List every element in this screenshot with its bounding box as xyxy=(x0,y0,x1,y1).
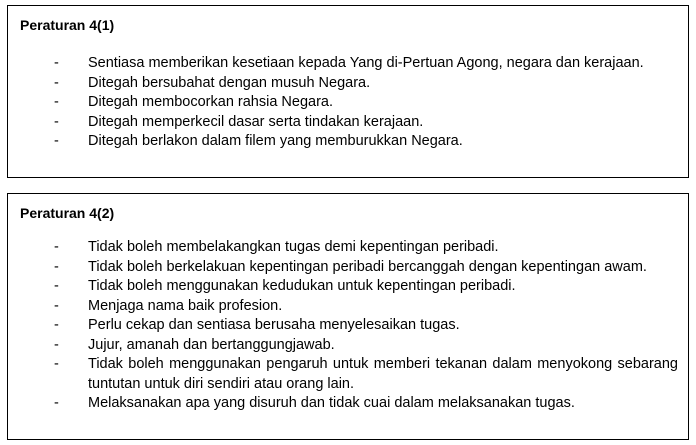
list-item xyxy=(8,394,688,414)
list-item xyxy=(8,297,688,317)
list-item xyxy=(8,277,688,297)
list-item xyxy=(8,113,688,133)
list-item xyxy=(8,74,688,94)
bullet-dash: - xyxy=(54,55,59,71)
bullet-dash: - xyxy=(54,395,59,411)
list-item xyxy=(8,238,688,258)
section-peraturan-4-2 xyxy=(7,193,689,440)
bullet-dash: - xyxy=(54,94,59,110)
list-item-text: Ditegah berlakon dalam filem yang memburukkan Negara. xyxy=(88,133,463,149)
rule-list xyxy=(8,54,688,152)
rule-list xyxy=(8,238,688,414)
bullet-dash: - xyxy=(54,297,59,314)
list-item xyxy=(8,54,688,74)
bullet-dash: - xyxy=(54,356,59,372)
list-item-text: Menjaga nama baik profesion. xyxy=(88,297,283,314)
list-item xyxy=(8,93,688,113)
bullet-dash: - xyxy=(54,336,59,353)
bullet-dash: - xyxy=(54,278,59,294)
section-title: Peraturan 4(2) xyxy=(20,205,115,221)
list-item-text: Perlu cekap dan sentiasa berusaha menyelesaikan tugas. xyxy=(88,317,460,333)
list-item-text: Ditegah bersubahat dengan musuh Negara. xyxy=(88,74,371,91)
list-item-text: Melaksanakan apa yang disuruh dan tidak cuai dalam melaksanakan tugas. xyxy=(88,395,575,411)
list-item-text: Tidak boleh menggunakan kedudukan untuk kepentingan peribadi. xyxy=(88,278,516,294)
list-item-text: Ditegah memperkecil dasar serta tindakan kerajaan. xyxy=(88,113,424,130)
section-peraturan-4-1 xyxy=(7,5,689,178)
list-item-text: Tidak boleh membelakangkan tugas demi kepentingan peribadi. xyxy=(88,239,499,255)
bullet-dash: - xyxy=(54,317,59,333)
bullet-dash: - xyxy=(54,133,59,149)
bullet-dash: - xyxy=(54,74,59,91)
bullet-dash: - xyxy=(54,258,59,275)
list-item-text: Sentiasa memberikan kesetiaan kepada Yang di-Pertuan Agong, negara dan kerajaan. xyxy=(88,55,644,71)
list-item xyxy=(8,258,688,278)
list-item-text: Tidak boleh menggunakan pengaruh untuk memberi tekanan dalam menyokong sebarang tuntutan untuk diri sendiri atau orang lain. xyxy=(88,356,678,392)
list-item xyxy=(8,316,688,336)
list-item-text: Jujur, amanah dan bertanggungjawab. xyxy=(88,336,335,353)
list-item xyxy=(8,355,688,394)
list-item-text: Ditegah membocorkan rahsia Negara. xyxy=(88,94,334,110)
list-item-text: Tidak boleh berkelakuan kepentingan peribadi bercanggah dengan kepentingan awam. xyxy=(88,258,647,275)
list-item xyxy=(8,132,688,152)
bullet-dash: - xyxy=(54,239,59,255)
list-item xyxy=(8,336,688,356)
section-title: Peraturan 4(1) xyxy=(20,17,115,33)
bullet-dash: - xyxy=(54,113,59,130)
